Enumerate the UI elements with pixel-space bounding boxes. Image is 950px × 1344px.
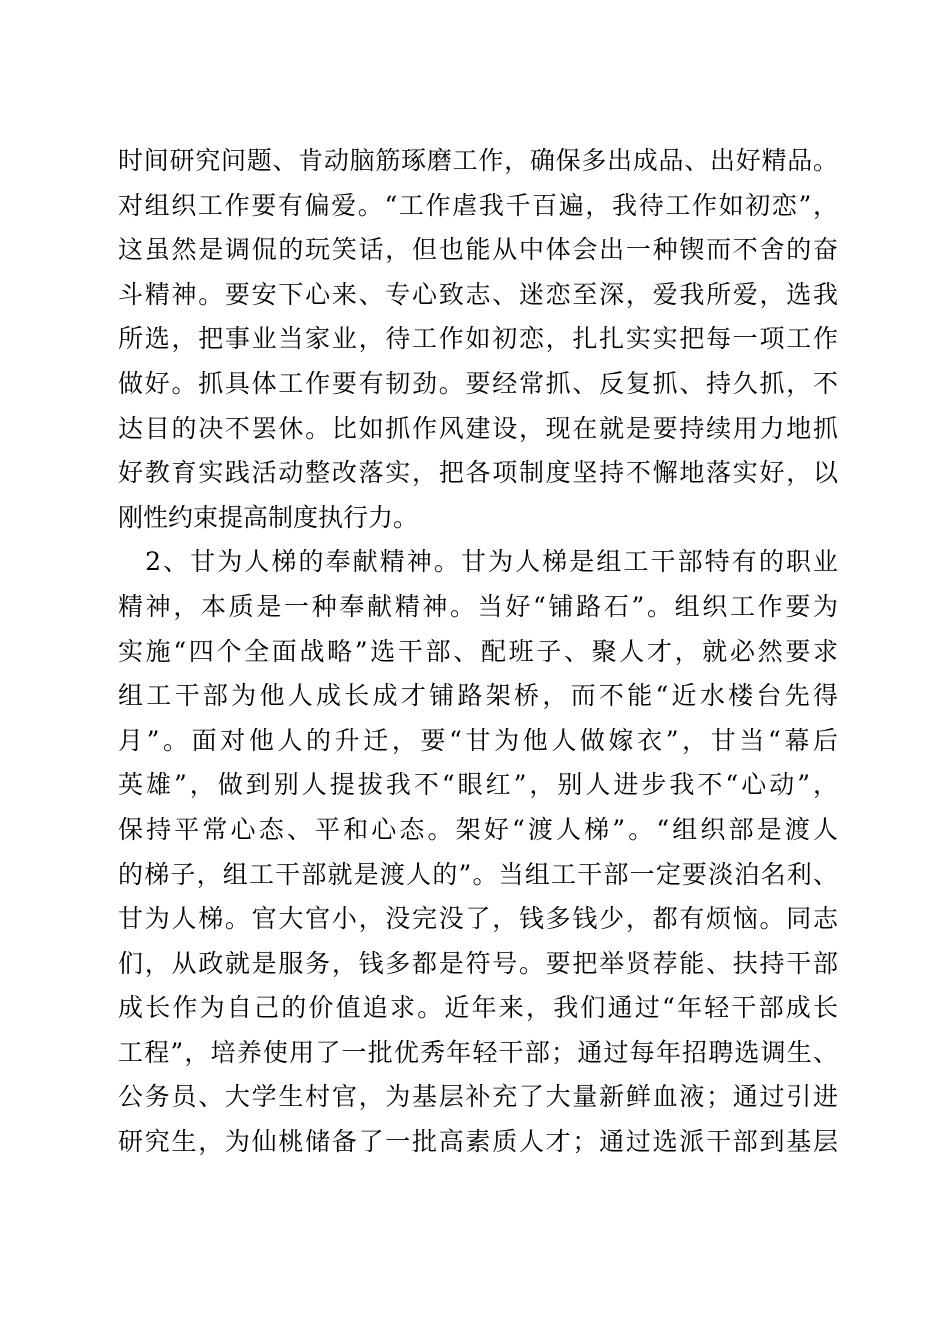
text-line: 组工干部为他人成长成才铺路架桥，而不能“近水楼台先得 [118,681,838,711]
text-line: 实施“四个全面战略”选干部、配班子、聚人才，就必然要求 [118,636,838,666]
text-line: 研究生，为仙桃储备了一批高素质人才；通过选派干部到基层 [118,1127,838,1157]
text-line: 对组织工作要有偏爱。“工作虐我千百遍，我待工作如初恋”， [118,190,838,220]
text-line: 月”。面对他人的升迁，要“甘为他人做嫁衣”，甘当“幕后 [118,725,838,755]
text-line: 时间研究问题、肯动脑筋琢磨工作，确保多出成品、出好精品。 [118,146,838,175]
text-line: 成长作为自己的价值追求。近年来，我们通过“年轻干部成长 [118,993,838,1023]
text-line: 英雄”，做到别人提拔我不“眼红”，别人进步我不“心动”， [118,770,838,800]
body-text [118,139,838,1165]
text-line: 精神，本质是一种奉献精神。当好“铺路石”。组织工作要为 [118,591,838,621]
text-line: 甘为人梯。官大官小，没完没了，钱多钱少，都有烦恼。同志 [118,904,838,934]
text-line: 工程”，培养使用了一批优秀年轻干部；通过每年招聘选调生、 [118,1037,838,1067]
text-line: 刚性约束提高制度执行力。 [118,502,419,532]
text-line: 的梯子，组工干部就是渡人的”。当组工干部一定要淡泊名利、 [118,859,838,889]
paragraph-start-line: 2、甘为人梯的奉献精神。甘为人梯是组工干部特有的职业 [118,547,838,577]
text-line: 达目的决不罢休。比如抓作风建设，现在就是要持续用力地抓 [118,413,838,443]
text-line: 保持平常心态、平和心态。架好“渡人梯”。“组织部是渡人 [118,814,838,844]
text-line: 这虽然是调侃的玩笑话，但也能从中体会出一种锲而不舍的奋 [118,235,838,265]
text-line: 公务员、大学生村官，为基层补充了大量新鲜血液；通过引进 [118,1082,838,1112]
text-line: 斗精神。要安下心来、专心致志、迷恋至深，爱我所爱，选我 [118,279,838,309]
text-line: 做好。抓具体工作要有韧劲。要经常抓、反复抓、持久抓，不 [118,368,838,398]
text-line: 所选，把事业当家业，待工作如初恋，扎扎实实把每一项工作 [118,324,838,354]
text-line: 好教育实践活动整改落实，把各项制度坚持不懈地落实好，以 [118,458,838,488]
text-line: 们，从政就是服务，钱多都是符号。要把举贤荐能、扶持干部 [118,948,838,978]
